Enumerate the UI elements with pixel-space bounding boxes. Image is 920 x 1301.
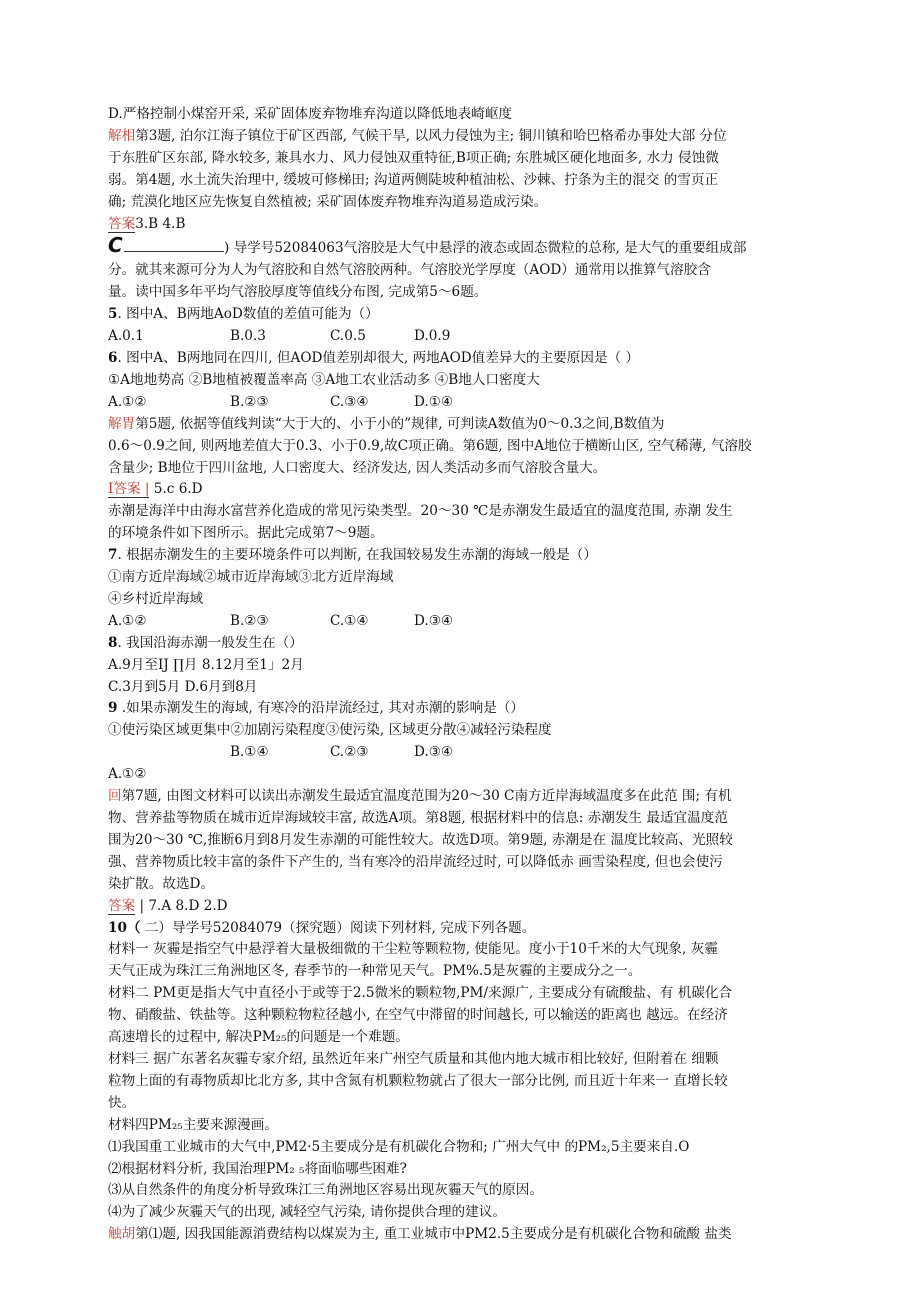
text-line xyxy=(108,414,808,436)
section-marker: 解胃 xyxy=(108,415,136,432)
text-line xyxy=(108,983,808,1005)
line-text: 材料四PM₂₅主要来源漫画。 xyxy=(108,1116,278,1133)
text-line xyxy=(108,698,808,720)
line-text: 的环境条件如下图所示。据此完成第7～9题。 xyxy=(108,525,384,542)
line-text: ①南方近岸海域②城市近岸海域③北方近岸海域 xyxy=(108,569,394,586)
line-text: 高速增长的过程中, 解决PM₂₅的问题是一个难题。 xyxy=(108,1029,409,1046)
line-text: ①A地地势高 ②B地植被覆盖率高 ③A地工农业活动多 ④B地人口密度大 xyxy=(108,371,540,388)
text-line xyxy=(108,808,808,830)
line-text: . 图中A、B两地同在四川, 但AOD值差别却很大, 两地AOD值差异大的主要原因是（ ） xyxy=(117,349,640,366)
line-text: 3.B 4.B xyxy=(135,215,186,232)
line-text: 二）导学号52084079（探究题）阅读下列材料, 完成下列各题。 xyxy=(140,919,536,936)
question-number: 10（ xyxy=(108,919,141,936)
text-line xyxy=(108,458,808,480)
line-text: ⑷为了减少灰霾天气的出现, 减轻空气污染, 请你提供合理的建议。 xyxy=(108,1204,506,1221)
text-line xyxy=(108,677,808,699)
question-number: 9 xyxy=(108,700,118,717)
question-number: 8 xyxy=(108,634,118,651)
text-line xyxy=(108,764,808,786)
question-marker: C xyxy=(108,233,123,258)
underline-blank xyxy=(124,237,224,252)
question-number: 6 xyxy=(108,349,118,366)
line-text: 强、营养物质比较丰富的条件下产生的, 当有寒冷的沿岸流经过时, 可以降低赤 画雪染程度, 但也会使污 xyxy=(108,853,723,870)
text-line xyxy=(108,720,808,742)
text-line xyxy=(108,1180,808,1202)
option-label: A.①② xyxy=(108,393,147,410)
line-text: .如果赤潮发生的海域, 有寒冷的沿岸流经过, 其对赤潮的影响是（） xyxy=(117,700,525,717)
line-text: 赤潮是海洋中由海水富营养化造成的常见污染类型。20～30 ℃是赤潮发生最适宜的温度范围, 赤潮 发生 xyxy=(108,503,733,520)
line-text: 快。 xyxy=(108,1094,136,1111)
text-line xyxy=(108,304,808,326)
text-line xyxy=(108,852,808,874)
text-line xyxy=(108,1071,808,1093)
line-text: . 图中A、B两地AoD数值的差值可能为（） xyxy=(117,306,379,323)
line-text: 材料二 PM更是指大气中直径小于或等于2.5微米的颗粒物,PM/来源广, 主要成分有硫酸盐、有 机碳化合 xyxy=(108,985,733,1002)
answer-options xyxy=(108,742,808,764)
text-line xyxy=(108,348,808,370)
option-label: C.0.5 xyxy=(330,328,366,345)
line-text: | 7.A 8.D 2.D xyxy=(135,897,228,914)
answer-options xyxy=(108,326,808,348)
option-label: B.0.3 xyxy=(230,328,266,345)
line-text: 粒物上面的有毒物质却比北方多, 其中含氮有机颗粒物就占了很大一部分比例, 而且近十年来一 直增长较 xyxy=(108,1072,728,1089)
text-line xyxy=(108,126,808,148)
line-text: 第5题, 依据等值线判读“大于大的、小于小的”规律, 可判读A数值为0～0.3之间,B数值为 xyxy=(135,415,665,432)
text-line xyxy=(108,1115,808,1137)
option-label: D.③④ xyxy=(414,744,454,761)
line-text: 含量少; B地位于四川盆地, 人口密度大、经济发达, 因人类活动多而气溶胶含量大。 xyxy=(108,459,607,476)
option-label: C.②③ xyxy=(330,744,369,761)
option-label: B.②③ xyxy=(230,612,269,629)
option-label: A.0.1 xyxy=(108,328,144,345)
option-label: A.①② xyxy=(108,612,147,629)
line-text: ⑶从自然条件的角度分析导致珠江三角洲地区容易出现灰霾天气的原因。 xyxy=(108,1182,543,1199)
option-label: D.0.9 xyxy=(414,328,451,345)
question-number: 5 xyxy=(108,306,118,323)
section-marker: 答案 xyxy=(108,215,136,232)
line-text: 确; 荒漠化地区应先恢复自然植被; 采矿固体废弃物堆弃沟道易造成污染。 xyxy=(108,193,548,210)
answer-options xyxy=(108,611,808,633)
option-label: B.①④ xyxy=(230,744,269,761)
text-line xyxy=(108,1005,808,1027)
text-line xyxy=(108,235,808,260)
line-text: 物、营养盐等物质在城市近岸海域较丰富, 故选A项。第8题, 根据材料中的信息: 赤潮发生 最适宜温度范 xyxy=(108,810,728,826)
line-text: A.①② xyxy=(108,766,147,783)
text-line xyxy=(108,786,808,808)
text-line xyxy=(108,214,808,236)
text-line xyxy=(108,104,808,126)
line-text: ⑵根据材料分析, 我国治理PM₂ ₅将面临哪些困难? xyxy=(108,1160,407,1177)
line-text: 第3题, 泊尔江海子镇位于矿区西部, 气候干旱, 以风力侵蚀为主; 铜川镇和哈巴格希办事处大部 分位 xyxy=(135,127,727,144)
line-text: 第7题, 由图文材料可以读出赤潮发生最适宜温度范围为20～30 C南方近岸海域温度多在此范 围; 有机 xyxy=(121,788,732,805)
text-line xyxy=(108,655,808,677)
text-line xyxy=(108,939,808,961)
line-text: 材料一 灰霾是指空气中悬浮着大量极细微的干尘粒等颗粒物, 使能见。度小于10千米的大气现象, 灰霾 xyxy=(108,941,718,958)
option-label: C.③④ xyxy=(330,393,369,410)
text-line xyxy=(108,501,808,523)
text-line xyxy=(108,436,808,458)
line-text: 物、硝酸盐、铁盐等。这种颗粒物粒径越小, 在空气中滞留的时间越长, 可以输送的距离也 越远。在经济 xyxy=(108,1007,728,1024)
line-text: ①使污染区域更集中②加剧污染程度③使污染, 区域更分散④减轻污染程度 xyxy=(108,722,552,739)
document-page xyxy=(108,104,808,1246)
text-line xyxy=(108,479,808,501)
line-text: 天气正成为珠江三角洲地区冬, 春季节的一种常见天气。PM%.5是灰霾的主要成分之一。 xyxy=(108,963,642,980)
line-text: 分。就其来源可分为人为气溶胶和自然气溶胶两种。气溶胶光学厚度（AOD）通常用以推算气溶胶含 xyxy=(108,262,711,279)
text-line xyxy=(108,567,808,589)
text-line xyxy=(108,170,808,192)
section-marker: I答案 | xyxy=(108,481,150,498)
text-line xyxy=(108,1224,808,1246)
line-text: C.3月到5月 D.6月到8月 xyxy=(108,678,258,695)
line-text: 0.6～0.9之间, 则两地差值大于0.3、小于0.9,故C项正确。第6题, 图中A地位于横断山区, 空气稀薄, 气溶胶 xyxy=(108,437,752,454)
text-line xyxy=(108,148,808,170)
text-line xyxy=(108,192,808,214)
line-text: ⑴我国重工业城市的大气中,PM2·5主要成分是有机碳化合物和; 广州大气中 的PM₂,5主要来自.O xyxy=(108,1138,690,1155)
line-text: . 我国沿海赤潮一般发生在（） xyxy=(117,634,303,651)
line-text: 围为20～30 ℃,推断6月到8月发生赤潮的可能性较大。故选D项。第9题, 赤潮是在 温度比较高、光照较 xyxy=(108,831,733,848)
line-text: 染扩散。故选D。 xyxy=(108,875,215,892)
text-line xyxy=(108,545,808,567)
text-line xyxy=(108,918,808,940)
text-line xyxy=(108,260,808,282)
text-line xyxy=(108,1137,808,1159)
line-text: 量。读中国多年平均气溶胶厚度等值线分布图, 完成第5～6题。 xyxy=(108,284,488,301)
section-marker: 触胡 xyxy=(108,1226,136,1243)
line-text: ) 导学号52084063气溶胶是大气中悬浮的液态或固态微粒的总称, 是大气的重要组成部 xyxy=(224,240,747,257)
text-line xyxy=(108,1202,808,1224)
text-line xyxy=(108,1159,808,1181)
text-line xyxy=(108,589,808,611)
text-line xyxy=(108,1049,808,1071)
question-number: 7 xyxy=(108,547,118,564)
text-line xyxy=(108,523,808,545)
answer-options xyxy=(108,392,808,414)
line-text: 第⑴题, 因我国能源消费结构以煤炭为主, 重工业城市中PM2.5主要成分是有机碳化合物和硫酸 盐类 xyxy=(135,1226,732,1243)
line-text: D.严格控制小煤窑开采, 采矿固体废弃物堆弃沟道以降低地表崎岖度 xyxy=(108,106,513,122)
section-marker: 回 xyxy=(108,788,122,805)
section-marker: 答案 xyxy=(108,897,136,914)
text-line xyxy=(108,830,808,852)
text-line xyxy=(108,633,808,655)
option-label: D.①④ xyxy=(414,393,454,410)
line-text: 材料三 据广东著名灰霾专家介绍, 虽然近年来广州空气质量和其他内地大城市相比较好, 但附着在 细颗 xyxy=(108,1050,719,1067)
line-text: 5.c 6.D xyxy=(149,481,203,498)
text-line xyxy=(108,896,808,918)
text-line xyxy=(108,1093,808,1115)
option-label: D.③④ xyxy=(414,612,454,629)
text-line xyxy=(108,1027,808,1049)
line-text: . 根据赤潮发生的主要环境条件可以判断, 在我国较易发生赤潮的海域一般是（） xyxy=(117,547,597,564)
text-line xyxy=(108,370,808,392)
text-line xyxy=(108,961,808,983)
line-text: ④乡村近岸海域 xyxy=(108,590,204,607)
line-text: A.9月至IJ ∏月 8.12月至1」2月 xyxy=(108,656,304,673)
option-label: C.①④ xyxy=(330,612,369,629)
section-marker: 解相 xyxy=(108,127,136,144)
option-label: B.②③ xyxy=(230,393,269,410)
text-line xyxy=(108,282,808,304)
line-text: 于东胜矿区东部, 降水较多, 兼具水力、风力侵蚀双重特征,B项正确; 东胜城区硬化地面多, 水力 侵蚀微 xyxy=(108,149,719,166)
text-line xyxy=(108,874,808,896)
line-text: 弱。第4题, 水土流失治理中, 缓坡可修梯田; 沟道两侧陡坡种植油松、沙棘、拧条为主的混交 的雪页正 xyxy=(108,171,719,188)
